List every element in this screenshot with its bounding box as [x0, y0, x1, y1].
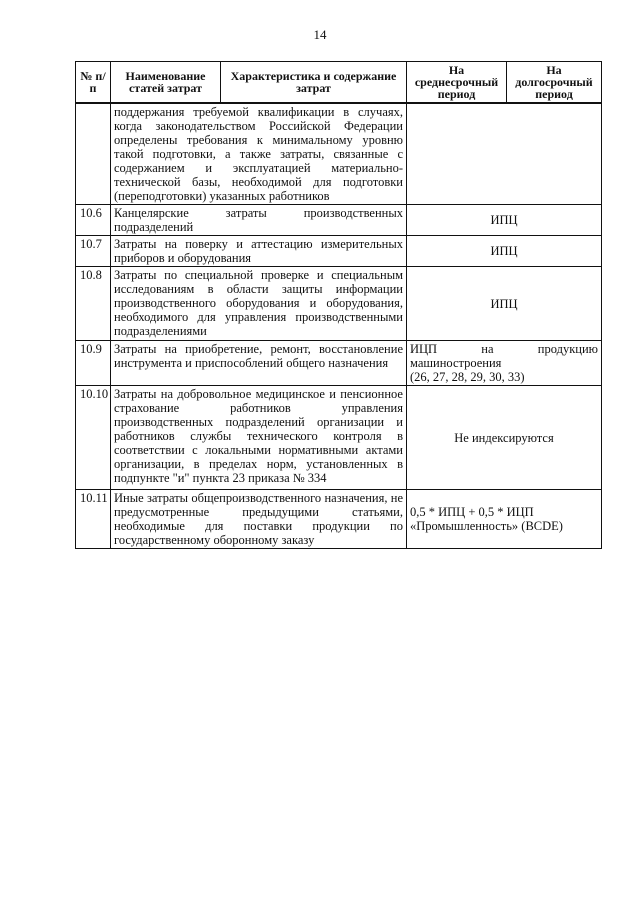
table-row — [76, 490, 602, 549]
page-number: 14 — [313, 27, 327, 42]
row-description: поддержания требуемой квалификации в случаях, когда законодательством Российской Федерации определены требования к минимальному уровню такой подготовки, а также затраты, связанные с содержанием и эксплуатацией материально-технической базы, необходимой для подготовки (переподготовки) указанных работников — [111, 103, 407, 205]
cost-indexation-table — [75, 61, 602, 549]
row-description: Затраты на приобретение, ремонт, восстановление инструмента и приспособлений общего назначения — [111, 341, 407, 386]
row-value: ИПЦ — [407, 267, 602, 341]
row-num: 10.6 — [76, 205, 111, 236]
table-row — [76, 236, 602, 267]
row-value: ИПЦ — [407, 236, 602, 267]
row-description: Затраты на добровольное медицинское и пенсионное страхование работников управления производственных подразделений организации и работников службы технического контроля в соответствии с локальными нормативными актами организации, в пределах норм, установленных в подпункте "и" пункта 23 приказа № 334 — [111, 386, 407, 490]
table-row — [76, 103, 602, 205]
row-num — [76, 103, 111, 205]
header-name: Наименование статей затрат — [111, 62, 221, 104]
row-value — [407, 103, 602, 205]
row-value-line: ИЦП на продукцию — [410, 342, 598, 356]
row-num: 10.8 — [76, 267, 111, 341]
row-value — [407, 341, 602, 386]
table-row — [76, 341, 602, 386]
row-value-line: (26, 27, 28, 29, 30, 33) — [410, 370, 525, 384]
header-long-term: На долгосрочный период — [507, 62, 602, 104]
table-row — [76, 267, 602, 341]
row-num: 10.9 — [76, 341, 111, 386]
table-row — [76, 386, 602, 490]
table-header-row — [76, 62, 602, 104]
row-num: 10.11 — [76, 490, 111, 549]
row-description: Затраты на поверку и аттестацию измерительных приборов и оборудования — [111, 236, 407, 267]
header-characteristic: Характеристика и содержание затрат — [221, 62, 407, 104]
row-value: Не индексируются — [407, 386, 602, 490]
row-description: Затраты по специальной проверке и специальным исследованиям в области защиты информации производственного оборудования и оборудования, необходимого для управления производственными подразделениями — [111, 267, 407, 341]
row-num: 10.7 — [76, 236, 111, 267]
row-value: 0,5 * ИПЦ + 0,5 * ИЦП «Промышленность» (BCDE) — [407, 490, 602, 549]
row-num: 10.10 — [76, 386, 111, 490]
row-description: Иные затраты общепроизводственного назначения, не предусмотренные предыдущими статьями, необходимые для поставки продукции по государственному оборонному заказу — [111, 490, 407, 549]
row-value: ИПЦ — [407, 205, 602, 236]
row-description: Канцелярские затраты производственных подразделений — [111, 205, 407, 236]
table-row — [76, 205, 602, 236]
header-medium-term: На среднесрочный период — [407, 62, 507, 104]
header-num: № п/п — [76, 62, 111, 104]
row-value-line: машиностроения — [410, 356, 502, 370]
